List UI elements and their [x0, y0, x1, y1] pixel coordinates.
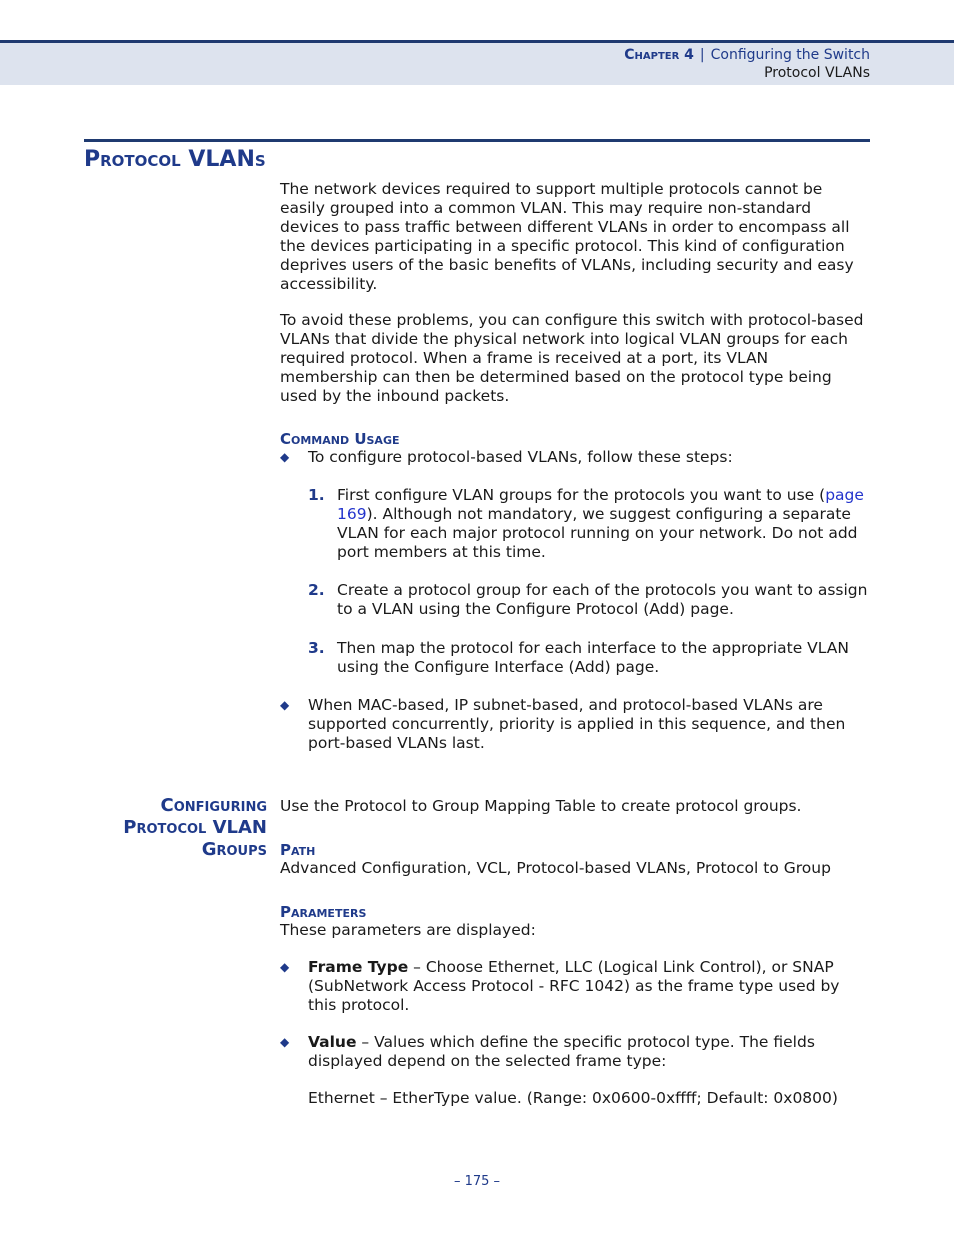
side-heading-line: Protocol VLAN: [123, 817, 267, 838]
step-text: Then map the protocol for each interface to the appropriate VLAN using the Configure Interface (Add) page.: [337, 639, 849, 676]
header-separator: |: [699, 47, 705, 63]
step-text: Create a protocol group for each of the protocols you want to assign to a VLAN using the Configure Protocol (Add) page.: [337, 581, 868, 618]
section-side-heading: [123, 795, 267, 861]
diamond-bullet-icon: ◆: [280, 1035, 290, 1049]
side-heading-line: Configuring: [160, 795, 267, 816]
parameter-description: – Choose Ethernet, LLC (Logical Link Control), or SNAP (SubNetwork Access Protocol - RFC 1042) as the frame type used by this protocol.: [308, 958, 840, 1014]
parameter-text: [308, 958, 870, 1015]
parameters-heading: Parameters: [280, 903, 367, 921]
path-heading: Path: [280, 841, 316, 859]
parameter-description: – Values which define the specific protocol type. The fields displayed depend on the selected frame type:: [308, 1033, 815, 1070]
header-section: Protocol VLANs: [764, 65, 870, 81]
step-number: 1.: [308, 486, 325, 504]
title-rule: [84, 139, 870, 142]
diamond-bullet-icon: ◆: [280, 450, 290, 464]
step-1: [308, 486, 870, 562]
step-text-pre: First configure VLAN groups for the protocols you want to use (: [337, 486, 826, 504]
intro-text-1: The network devices required to support multiple protocols cannot be easily grouped into a common VLAN. This may require non-standard devices to pass traffic between different VLANs in order to encompass all the devices participating in a specific protocol. This kind of configuration deprives users of the basic benefits of VLANs, including security and easy accessibility.: [280, 180, 854, 293]
path-text: Advanced Configuration, VCL, Protocol-based VLANs, Protocol to Group: [280, 859, 831, 877]
header-chapter: Chapter 4: [624, 47, 694, 63]
step-2: [308, 581, 870, 619]
page-number: – 175 –: [453, 1174, 501, 1189]
step-number: 2.: [308, 581, 325, 599]
intro-text-2: To avoid these problems, you can configure this switch with protocol-based VLANs that divide the physical network into logical VLAN groups for each required protocol. When a frame is received at a port, its VLAN membership can then be determined based on the protocol type being used by the inbound packets.: [280, 311, 864, 405]
step-3: [308, 639, 870, 677]
parameter-text: [308, 1033, 870, 1071]
page-title: Protocol VLANs: [84, 147, 266, 172]
intro-paragraph-1: [280, 180, 870, 294]
bullet-text: When MAC-based, IP subnet-based, and protocol-based VLANs are supported concurrently, priority is applied in this sequence, and then port-based VLANs last.: [308, 696, 846, 752]
header-chapter-line: [624, 46, 870, 64]
bullet-item: [280, 696, 870, 753]
side-heading-line: Groups: [201, 839, 267, 860]
page-link[interactable]: page 169: [337, 486, 864, 523]
diamond-bullet-icon: ◆: [280, 960, 290, 974]
parameter-item: [280, 958, 870, 1015]
bullet-item: [280, 448, 870, 467]
parameter-sub-text: Ethernet – EtherType value. (Range: 0x0600-0xffff; Default: 0x0800): [308, 1089, 838, 1107]
running-header: [0, 43, 954, 85]
section-intro: Use the Protocol to Group Mapping Table to create protocol groups.: [280, 797, 802, 815]
parameter-item: [280, 1033, 870, 1071]
command-usage-heading: Command Usage: [280, 430, 400, 448]
step-number: 3.: [308, 639, 325, 657]
step-text-post: ). Although not mandatory, we suggest configuring a separate VLAN for each major protocol running on your network. Do not add port members at this time.: [337, 505, 858, 561]
parameter-term: Frame Type: [308, 958, 409, 976]
parameter-term: Value: [308, 1033, 357, 1051]
header-chapter-title: Configuring the Switch: [710, 47, 870, 63]
intro-paragraph-2: [280, 311, 870, 406]
parameters-intro: These parameters are displayed:: [280, 921, 536, 939]
bullet-text: To configure protocol-based VLANs, follow these steps:: [308, 448, 733, 466]
diamond-bullet-icon: ◆: [280, 698, 290, 712]
step-text: [337, 486, 870, 562]
